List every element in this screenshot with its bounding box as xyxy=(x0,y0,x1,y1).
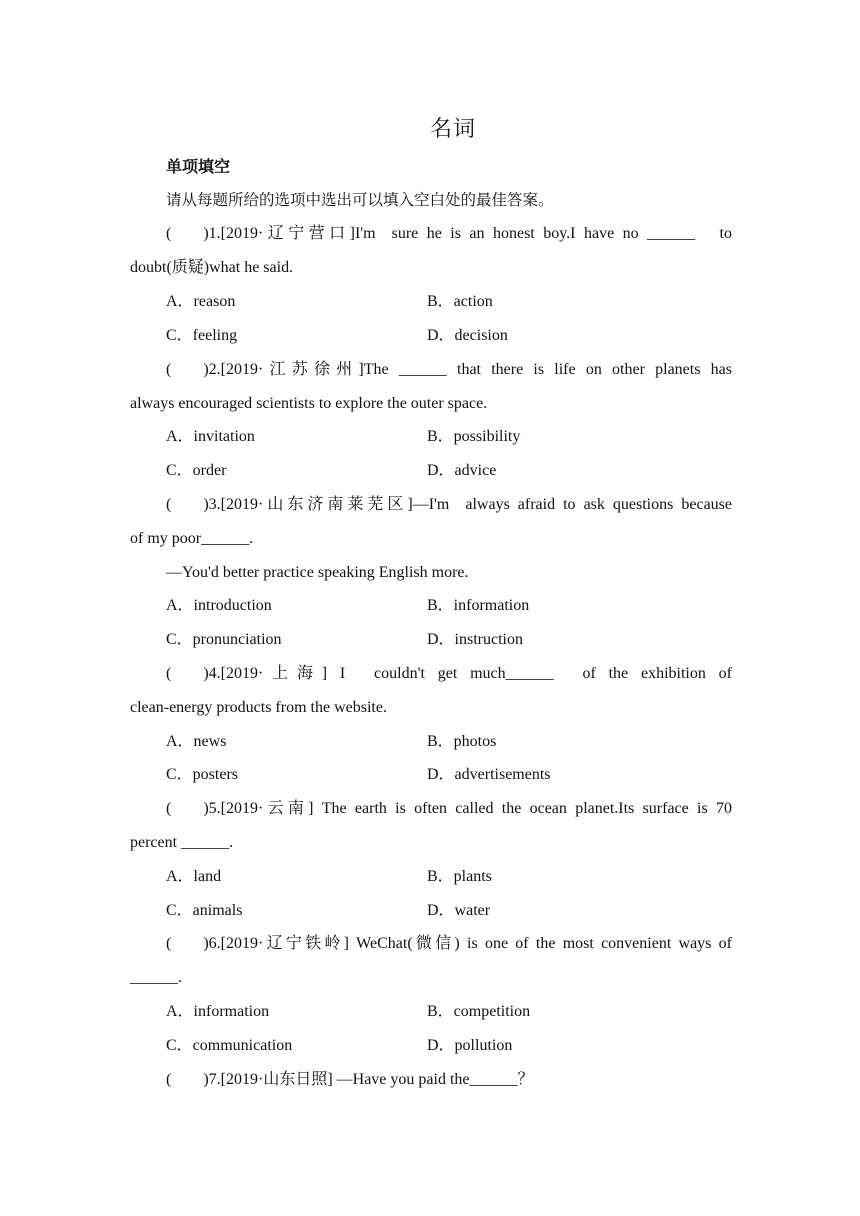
question-4-line-2: clean-energy products from the website. xyxy=(130,699,387,716)
question-2-option-a: A．invitation xyxy=(166,428,255,445)
question-3-line-1: ( )3.[2019·山东济南莱芜区]—I'm always afraid to ask questions because xyxy=(166,496,732,513)
question-6-option-d: D．pollution xyxy=(427,1037,513,1054)
question-3-line-2: of my poor______. xyxy=(130,530,254,547)
question-1-line-1: ( )1.[2019·辽宁营口]I'm sure he is an honest boy.I have no ______ to xyxy=(166,225,732,242)
question-4-option-a: A．news xyxy=(166,733,227,750)
page-title: 名词 xyxy=(429,117,476,142)
section-heading: 单项填空 xyxy=(166,157,231,176)
question-3-option-b: B．information xyxy=(427,597,530,614)
question-6-option-b: B．competition xyxy=(427,1003,531,1020)
question-5-line-1: ( )5.[2019·云南] The earth is often called the ocean planet.Its surface is 70 xyxy=(166,800,732,817)
question-1-option-b: B．action xyxy=(427,293,493,310)
question-3-option-c: C．pronunciation xyxy=(166,631,282,648)
question-3-option-a: A．introduction xyxy=(166,597,272,614)
question-5-option-d: D．water xyxy=(427,902,491,919)
question-4-option-b: B．photos xyxy=(427,733,497,750)
question-1-option-c: C．feeling xyxy=(166,327,238,344)
question-1-line-2: doubt(质疑)what he said. xyxy=(130,259,294,276)
question-3-line-3: —You'd better practice speaking English more. xyxy=(166,564,469,581)
question-6-option-c: C．communication xyxy=(166,1037,293,1054)
question-5-option-a: A．land xyxy=(166,868,222,885)
question-1-option-a: A．reason xyxy=(166,293,236,310)
question-6-line-2: ______. xyxy=(130,969,182,986)
question-2-option-c: C．order xyxy=(166,462,227,479)
question-2-line-1: ( )2.[2019·江苏徐州]The ______ that there is life on other planets has xyxy=(166,361,732,378)
question-2-option-d: D．advice xyxy=(427,462,497,479)
question-6-line-1: ( )6.[2019·辽宁铁岭] WeChat(微信) is one of the most convenient ways of xyxy=(166,935,732,952)
question-5-option-c: C．animals xyxy=(166,902,243,919)
question-4-option-c: C．posters xyxy=(166,766,239,783)
question-4-option-d: D．advertisements xyxy=(427,766,551,783)
question-2-option-b: B．possibility xyxy=(427,428,521,445)
question-5-option-b: B．plants xyxy=(427,868,492,885)
question-3-option-d: D．instruction xyxy=(427,631,523,648)
question-5-line-2: percent ______. xyxy=(130,834,234,851)
question-2-line-2: always encouraged scientists to explore the outer space. xyxy=(130,395,488,412)
instruction-text: 请从每题所给的选项中选出可以填入空白处的最佳答案。 xyxy=(166,191,554,209)
question-4-line-1: ( )4.[2019·上海] I couldn't get much______ of the exhibition of xyxy=(166,665,732,682)
question-6-option-a: A．information xyxy=(166,1003,270,1020)
question-7-line-1: ( )7.[2019·山东日照] —Have you paid the______？ xyxy=(166,1071,534,1088)
question-1-option-d: D．decision xyxy=(427,327,508,344)
